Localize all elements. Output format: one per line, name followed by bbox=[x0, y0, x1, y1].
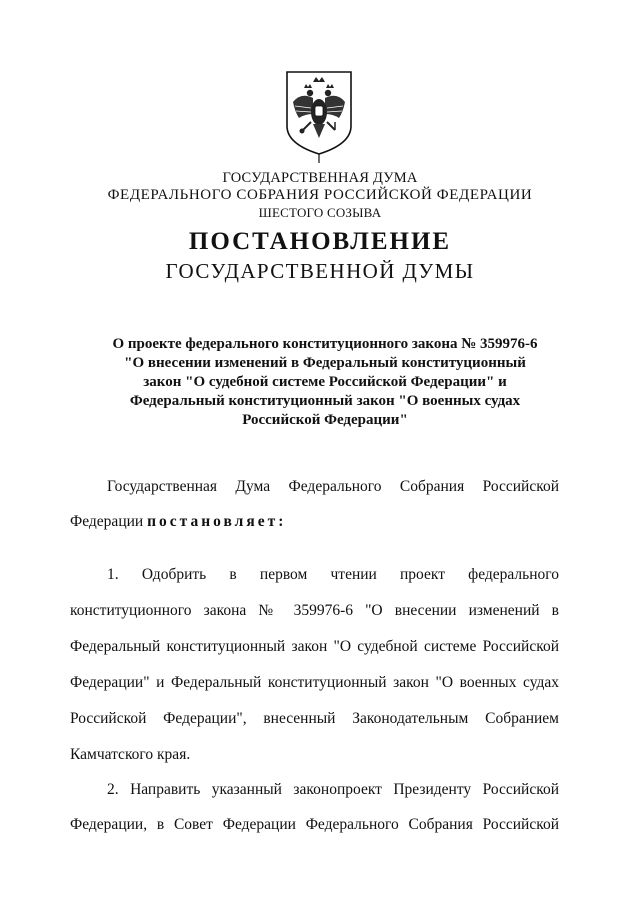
subject-line: О проекте федерального конституционного закона № 359976-6 bbox=[112, 336, 538, 352]
item1-line: Федерации" и Федеральный конституционный закон "О военных судах bbox=[70, 674, 559, 691]
item1-line: Российской Федерации", внесенный Законодательным Собранием bbox=[70, 710, 559, 727]
subject-line: закон "О судебной системе Российской Федерации" и bbox=[143, 374, 507, 390]
decree-keyword: постановляет: bbox=[147, 513, 287, 530]
header-line-2: ФЕДЕРАЛЬНОГО СОБРАНИЯ РОССИЙСКОЙ ФЕДЕРАЦИИ bbox=[107, 187, 533, 203]
document-subtitle: ГОСУДАРСТВЕННОЙ ДУМЫ bbox=[165, 259, 475, 283]
header-line-3: ШЕСТОГО СОЗЫВА bbox=[258, 205, 382, 220]
subject-line: Федеральный конституционный закон "О военных судах bbox=[129, 393, 521, 409]
preamble-line-1: Государственная Дума Федерального Собрания Российской bbox=[107, 478, 559, 495]
item2-line: Федерации, в Совет Федерации Федерального Собрания Российской bbox=[70, 816, 559, 833]
preamble-line-2 bbox=[70, 513, 559, 531]
item1-line: 1. Одобрить в первом чтении проект федерального bbox=[107, 566, 559, 583]
item2-line: 2. Направить указанный законопроект Президенту Российской bbox=[107, 781, 559, 798]
item1-line: Федеральный конституционный закон "О судебной системе Российской bbox=[70, 638, 559, 655]
subject-line: Российской Федерации" bbox=[242, 412, 408, 428]
subject-heading bbox=[60, 335, 590, 430]
subject-line: "О внесении изменений в Федеральный конституционный bbox=[124, 355, 526, 371]
document-title: ПОСТАНОВЛЕНИЕ bbox=[188, 228, 452, 255]
item1-line: Камчатского края. bbox=[70, 746, 191, 763]
item1-line: конституционного закона № 359976-6 "О внесении изменений в bbox=[70, 602, 559, 619]
header-line-1: ГОСУДАРСТВЕННАЯ ДУМА bbox=[222, 170, 418, 186]
preamble-text: Федерации bbox=[70, 513, 148, 530]
coat-of-arms-emblem bbox=[283, 68, 355, 164]
